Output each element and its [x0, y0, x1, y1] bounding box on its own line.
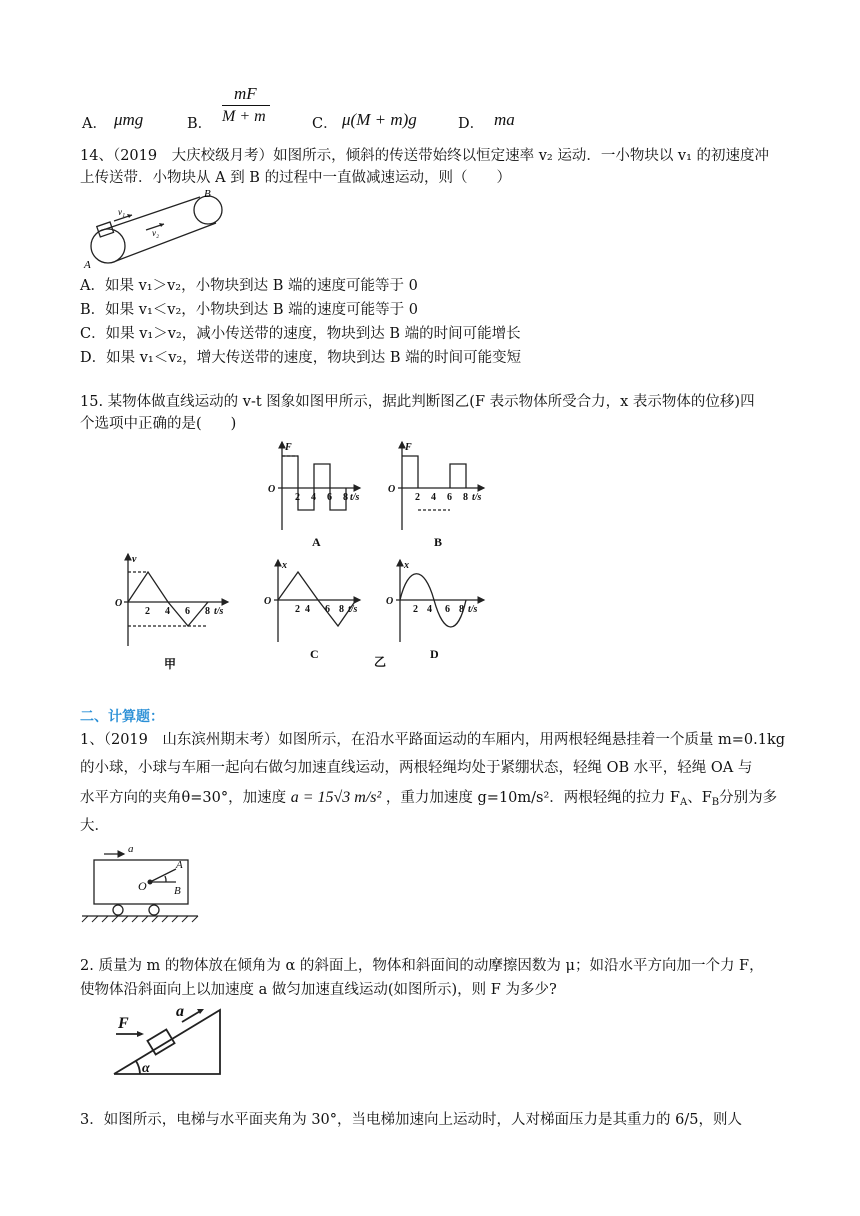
- q13-option-c-label: C．: [312, 116, 338, 132]
- railcar-label-A: A: [176, 859, 183, 871]
- graph-b-origin: O: [388, 484, 396, 495]
- q13-option-a: μmg: [114, 110, 144, 129]
- incline-label-alpha: α: [142, 1061, 150, 1076]
- graph-a-caption: A: [312, 535, 321, 549]
- railcar-label-O: O: [138, 879, 147, 893]
- graph-b-tick-6: 6: [447, 492, 452, 503]
- graph-jia-axis-v: v: [132, 554, 137, 565]
- graph-c-tick-4: 4: [305, 604, 310, 615]
- graph-d-caption: D: [430, 647, 439, 661]
- graph-yi-caption: 乙: [374, 655, 387, 669]
- graph-d-tick-4: 4: [427, 604, 432, 615]
- conveyor-label-B: B: [204, 188, 211, 200]
- graph-a-tick-2: 2: [295, 492, 300, 503]
- q14-option-d: D．如果 v₁＜v₂，增大传送带的速度，物块到达 B 端的时间可能变短: [80, 350, 522, 366]
- calc1-subscript-A: A: [679, 797, 688, 808]
- graph-jia-tick-8: 8: [205, 606, 210, 617]
- graph-jia-t-unit: t/s: [214, 606, 224, 617]
- graph-jia-caption: 甲: [164, 657, 177, 671]
- q13-option-d-label: D．: [458, 116, 485, 132]
- graph-b-caption: B: [434, 535, 443, 549]
- calc1-line1: 1、（2019 山东滨州期末考）如图所示，在沿水平路面运动的车厢内，用两根轻绳悬挂着一个质量 m=0.1kg: [80, 732, 786, 748]
- graph-a-tick-6: 6: [327, 492, 332, 503]
- calc1-line3-text-b: ，重力加速度 g=10m/s²．两根轻绳的拉力 F: [385, 790, 680, 806]
- q13-fraction-bar: [222, 105, 270, 106]
- conveyor-label-v2: v₂: [152, 228, 160, 238]
- q14-option-a: A．如果 v₁＞v₂，小物块到达 B 端的速度可能等于 0: [80, 278, 418, 294]
- graph-b-tick-2: 2: [415, 492, 420, 503]
- q13-option-b-numerator: mF: [234, 84, 257, 103]
- railcar-figure: [80, 842, 200, 924]
- calc2-line1: 2. 质量为 m 的物体放在倾角为 α 的斜面上，物体和斜面间的动摩擦因数为 μ；如沿水平方向加一个力 F，: [80, 958, 764, 974]
- conveyor-label-v1: v₁: [118, 207, 126, 217]
- graph-d-tick-6: 6: [445, 604, 450, 615]
- conveyor-label-A: A: [84, 259, 91, 270]
- calc1-line3-text-d: 、F: [687, 790, 712, 806]
- graph-c-tick-8: 8: [339, 604, 344, 615]
- graph-a-t-unit: t/s: [350, 492, 360, 503]
- graph-d-tick-2: 2: [413, 604, 418, 615]
- incline-label-a: a: [176, 1004, 184, 1020]
- calc1-line3: [80, 788, 777, 813]
- q15-stem-line1: 15. 某物体做直线运动的 v-t 图象如图甲所示，据此判断图乙(F 表示物体所受合力，x 表示物体的位移)四: [80, 394, 755, 410]
- q13-option-a-label: A．: [82, 116, 107, 132]
- railcar-label-B: B: [174, 885, 181, 897]
- graph-b-t-unit: t/s: [472, 492, 482, 503]
- calc1-subscript-B: B: [711, 797, 720, 808]
- graph-a-tick-8: 8: [343, 492, 348, 503]
- graph-d-origin: O: [386, 596, 394, 607]
- section-calculation-title: 二、计算题：: [80, 709, 164, 725]
- calc1-line2: 的小球，小球与车厢一起向右做匀加速直线运动，两根轻绳均处于紧绷状态，轻绳 OB 水平，轻绳 OA 与: [80, 760, 753, 776]
- incline-figure: [108, 1004, 230, 1080]
- calc2-line2: 使物体沿斜面向上以加速度 a 做匀加速直线运动(如图所示)，则 F 为多少?: [80, 982, 557, 998]
- graph-jia-tick-6: 6: [185, 606, 190, 617]
- railcar-label-a: a: [128, 843, 134, 855]
- q14-option-b: B．如果 v₁＜v₂，小物块到达 B 端的速度可能等于 0: [80, 302, 418, 318]
- q13-option-d: ma: [494, 110, 515, 129]
- calc1-line3-text-f: 分别为多: [719, 790, 778, 806]
- graph-jia-tick-4: 4: [165, 606, 170, 617]
- q13-options: [80, 84, 780, 136]
- q13-option-b-label: B．: [187, 116, 213, 132]
- q15-stem-line2: 个选项中正确的是( ): [80, 416, 237, 432]
- graph-c-t-unit: t/s: [348, 604, 358, 615]
- graph-jia-tick-2: 2: [145, 606, 150, 617]
- q13-option-b-denominator: M + m: [222, 108, 266, 125]
- graph-b-axis-F: F: [405, 442, 412, 453]
- conveyor-belt-figure: [80, 188, 230, 270]
- graph-c-origin: O: [264, 596, 272, 607]
- graph-d-tick-8: 8: [459, 604, 464, 615]
- calc1-line3-text-a: 水平方向的夹角θ=30°，加速度: [80, 790, 287, 806]
- graph-b-tick-8: 8: [463, 492, 468, 503]
- calc3-line1: 3．如图所示，电梯与水平面夹角为 30°，当电梯加速向上运动时，人对梯面压力是其重力的 6/5，则人: [80, 1112, 742, 1128]
- q14-stem-line2: 上传送带．小物块从 A 到 B 的过程中一直做减速运动，则（ ）: [80, 170, 512, 186]
- graph-b-tick-4: 4: [431, 492, 436, 503]
- calc1-line4: 大．: [80, 818, 109, 834]
- q15-graphs-figure: [112, 436, 502, 672]
- graph-d-t-unit: t/s: [468, 604, 478, 615]
- graph-a-axis-F: F: [285, 442, 292, 453]
- q13-option-c: μ(M + m)g: [342, 110, 417, 129]
- incline-label-F: F: [118, 1015, 129, 1032]
- graph-c-tick-6: 6: [325, 604, 330, 615]
- graph-c-caption: C: [310, 647, 319, 661]
- q14-option-c: C．如果 v₁＞v₂，减小传送带的速度，物块到达 B 端的时间可能增长: [80, 326, 521, 342]
- graph-a-origin: O: [268, 484, 276, 495]
- graph-d-axis-x: x: [404, 560, 409, 571]
- calc1-acceleration-formula: a = 15√3 m/s²: [290, 789, 382, 806]
- graph-c-tick-2: 2: [295, 604, 300, 615]
- graph-jia-origin: O: [115, 598, 123, 609]
- graph-a-tick-4: 4: [311, 492, 316, 503]
- graph-c-axis-x: x: [282, 560, 287, 571]
- q14-stem-line1: 14、（2019 大庆校级月考）如图所示，倾斜的传送带始终以恒定速率 v₂ 运动．一小物块以 v₁ 的初速度冲: [80, 148, 770, 164]
